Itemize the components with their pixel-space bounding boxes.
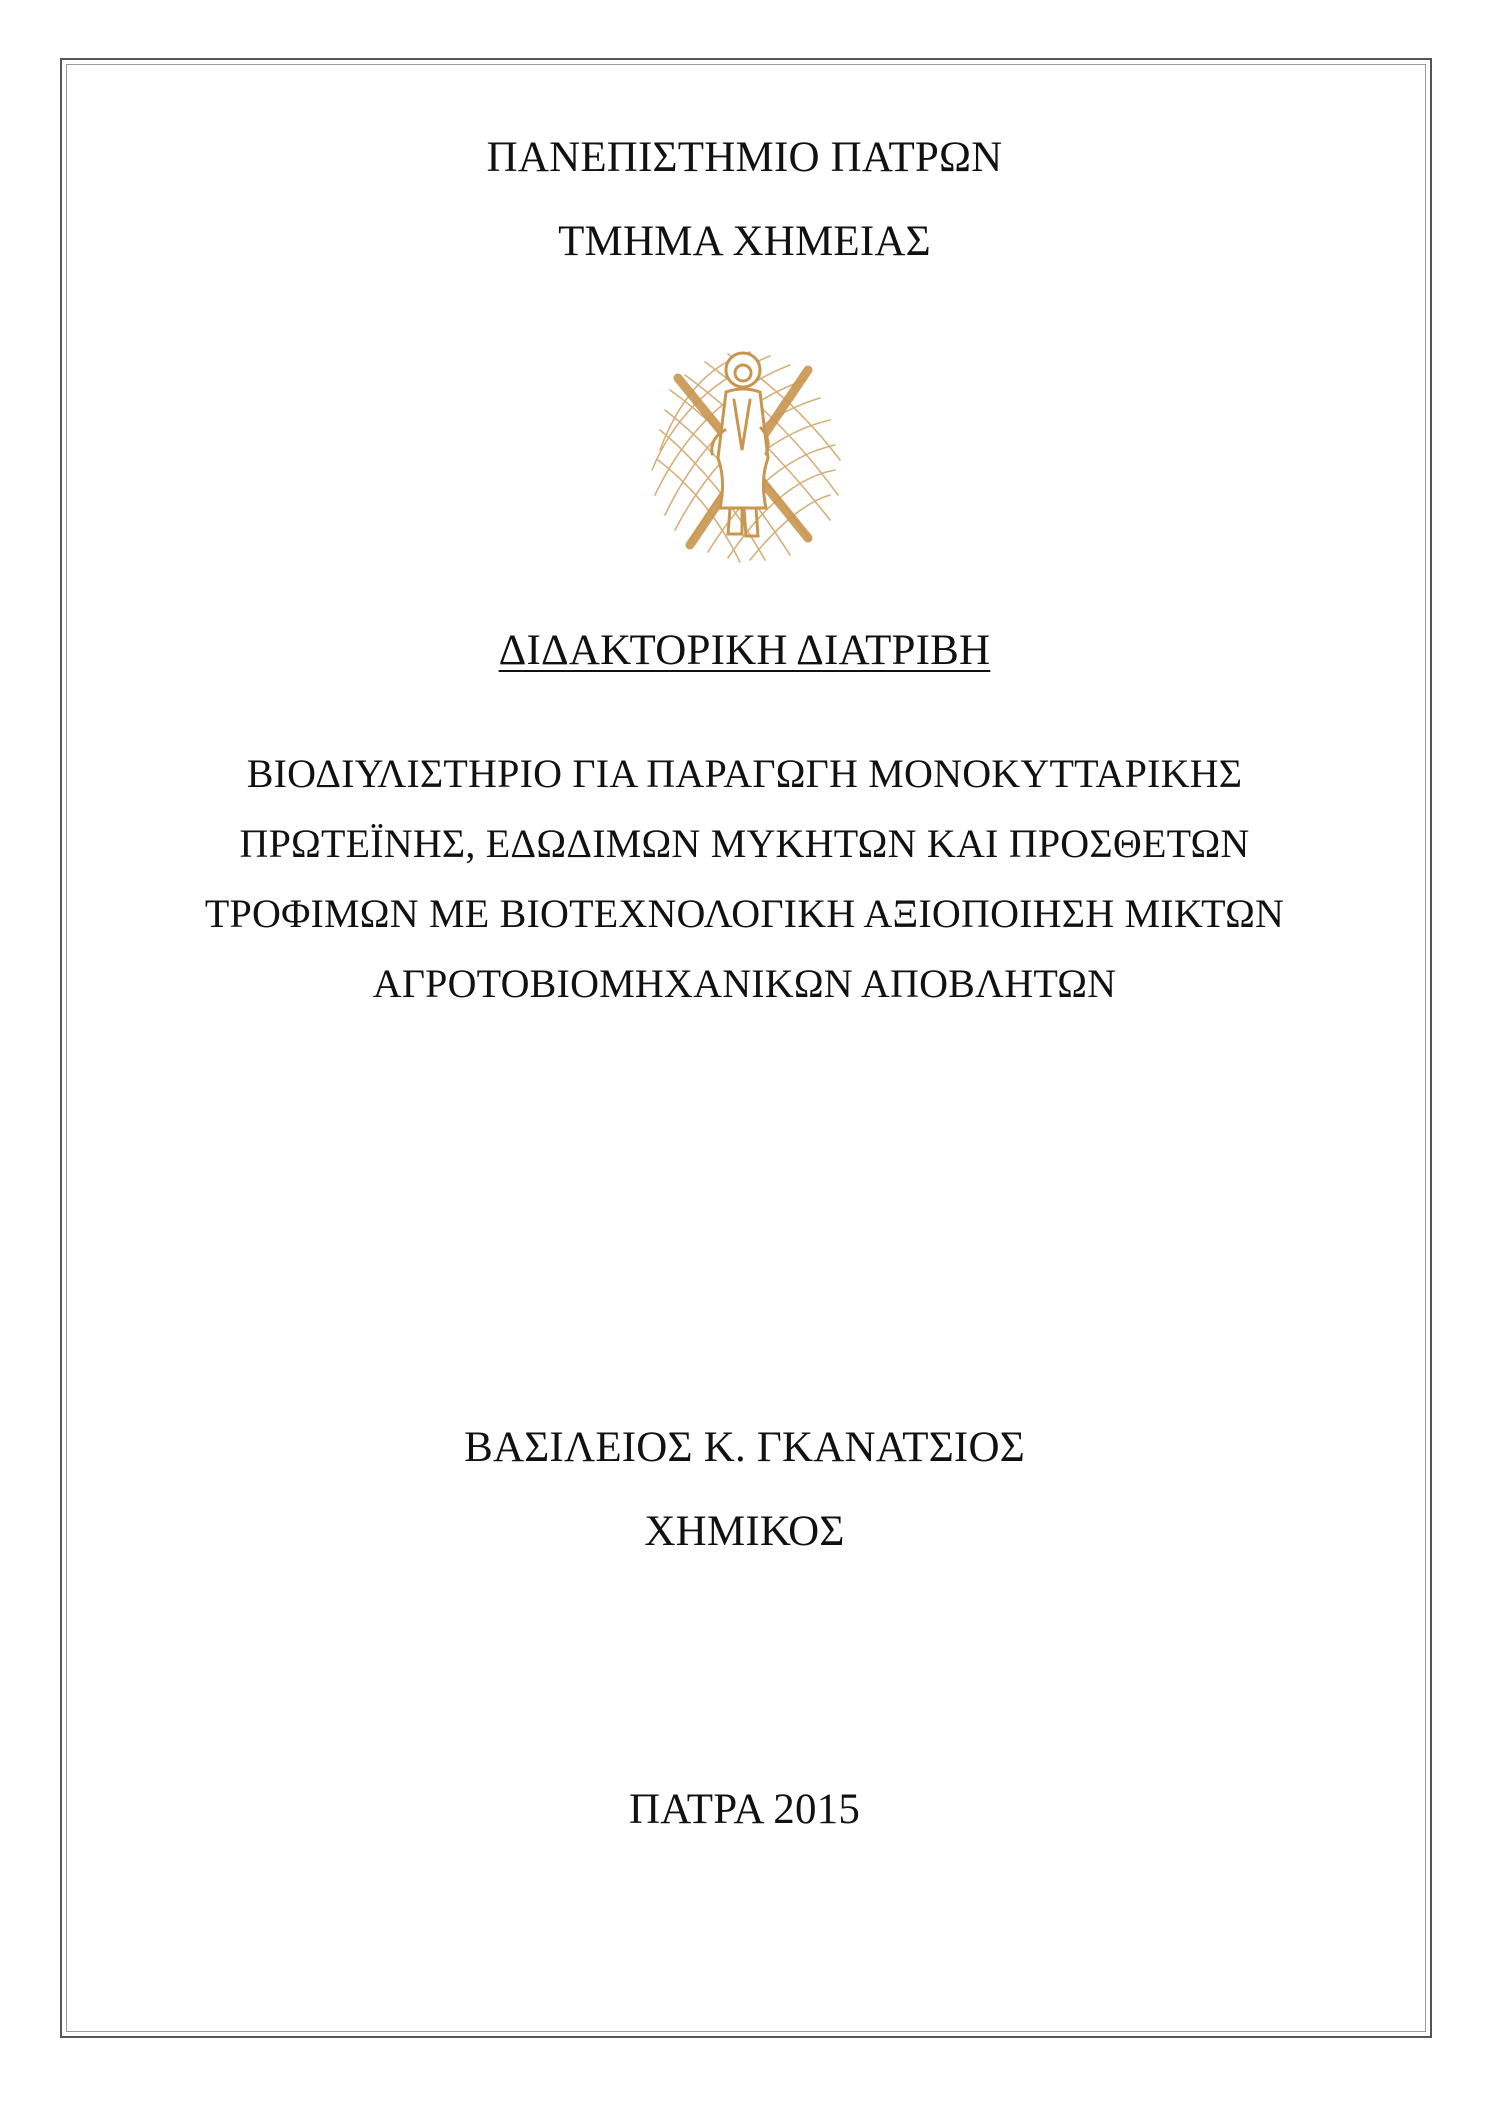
thesis-title-line-3: ΤΡΟΦΙΜΩΝ ΜΕ ΒΙΟΤΕΧΝΟΛΟΓΙΚΗ ΑΞΙΟΠΟΙΗΣΗ ΜΙΚΤΩΝ (204, 891, 1285, 936)
department-name: ΤΜΗΜΑ ΧΗΜΕΙΑΣ (558, 218, 931, 265)
thesis-type-label: ΔΙΔΑΚΤΟΡΙΚΗ ΔΙΑΤΡΙΒΗ (498, 627, 991, 674)
thesis-title-line-1: ΒΙΟΔΙΥΛΙΣΤΗΡΙΟ ΓΙΑ ΠΑΡΑΓΩΓΗ ΜΟΝΟΚΥΤΤΑΡΙΚΗΣ (246, 751, 1243, 796)
author-name: ΒΑΣΙΛΕΙΟΣ Κ. ΓΚΑΝΑΤΣΙΟΣ (464, 1424, 1025, 1471)
author-profession: ΧΗΜΙΚΟΣ (644, 1508, 845, 1555)
thesis-title-line-2: ΠΡΩΤΕΪΝΗΣ, ΕΔΩΔΙΜΩΝ ΜΥΚΗΤΩΝ ΚΑΙ ΠΡΟΣΘΕΤΩΝ (239, 821, 1250, 866)
place-and-year: ΠΑΤΡΑ 2015 (628, 1786, 861, 1833)
university-seal-icon (630, 330, 860, 570)
university-name: ΠΑΝΕΠΙΣΤΗΜΙΟ ΠΑΤΡΩΝ (486, 134, 1003, 181)
thesis-title-line-4: ΑΓΡΟΤΟΒΙΟΜΗΧΑΝΙΚΩΝ ΑΠΟΒΛΗΤΩΝ (372, 961, 1117, 1006)
